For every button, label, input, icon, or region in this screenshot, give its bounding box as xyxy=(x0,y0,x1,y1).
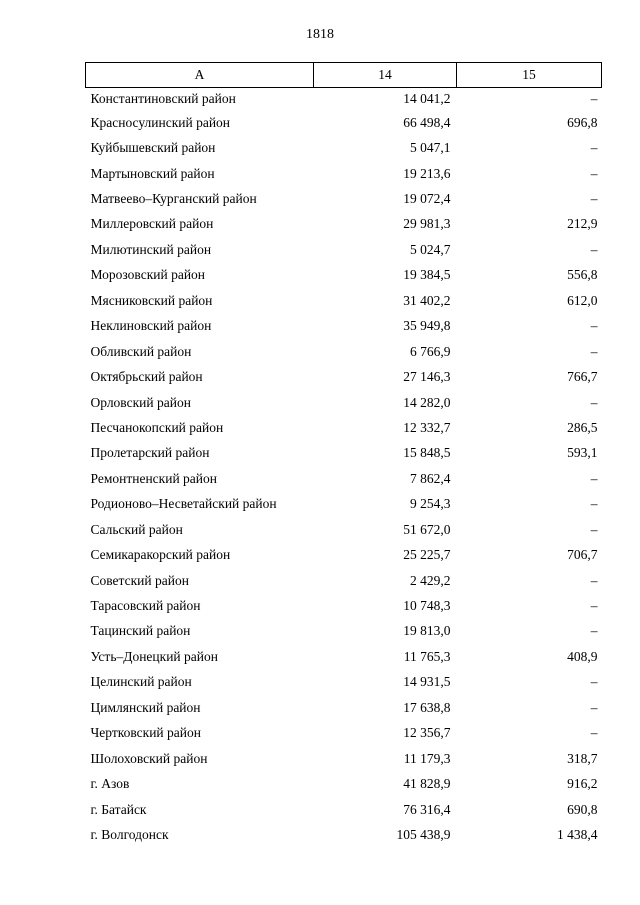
row-value-14-cell: 9 254,3 xyxy=(410,496,451,512)
row-value-14-cell: 105 438,9 xyxy=(396,826,451,842)
row-value-15-cell: – xyxy=(590,343,598,359)
row-name-cell: г. Батайск xyxy=(90,801,147,817)
row-value-15-cell: – xyxy=(590,140,598,156)
row-value-15-cell: – xyxy=(590,699,598,715)
row-value-15-cell: 286,5 xyxy=(567,419,598,435)
row-value-15-cell: 1 438,4 xyxy=(557,826,598,842)
row-value-14-cell: 19 213,6 xyxy=(403,165,451,181)
table-row xyxy=(86,186,602,211)
table-row xyxy=(86,822,602,847)
row-value-15-cell: – xyxy=(590,241,598,257)
table-row xyxy=(86,721,602,746)
row-value-15-cell: 766,7 xyxy=(567,369,598,385)
row-name-cell: Куйбышевский район xyxy=(90,140,216,156)
table-row xyxy=(86,110,602,135)
header-cell-15: 15 xyxy=(457,63,602,88)
row-name-cell: Усть–Донецкий район xyxy=(90,648,218,664)
row-value-14-cell: 25 225,7 xyxy=(403,547,451,563)
table-row xyxy=(86,542,602,567)
row-value-14-cell: 14 931,5 xyxy=(403,674,451,690)
row-value-15-cell: – xyxy=(590,572,598,588)
row-value-14-cell: 35 949,8 xyxy=(403,318,451,334)
header-row xyxy=(86,63,602,88)
row-value-15-cell: – xyxy=(590,623,598,639)
header-cell-14: 14 xyxy=(314,63,457,88)
row-value-15-cell: – xyxy=(590,165,598,181)
row-value-15-cell: 690,8 xyxy=(567,801,598,817)
row-value-14-cell: 2 429,2 xyxy=(410,572,451,588)
table-row xyxy=(86,415,602,440)
row-name-cell: г. Азов xyxy=(90,776,130,792)
row-value-14-cell: 14 041,2 xyxy=(403,91,451,106)
row-value-15-cell: 318,7 xyxy=(567,750,598,766)
table-row xyxy=(86,695,602,720)
row-name-cell: Ремонтненский район xyxy=(90,470,217,486)
row-value-14-cell: 7 862,4 xyxy=(410,470,451,486)
table-row xyxy=(86,670,602,695)
row-value-14-cell: 41 828,9 xyxy=(403,776,451,792)
table-row xyxy=(86,619,602,644)
row-value-14-cell: 66 498,4 xyxy=(403,114,451,130)
row-name-cell: Чертковский район xyxy=(90,725,201,741)
table-body xyxy=(86,88,602,848)
table-row xyxy=(86,237,602,262)
row-value-14-cell: 15 848,5 xyxy=(403,445,451,461)
row-name-cell: Морозовский район xyxy=(90,267,206,283)
row-value-15-cell: 408,9 xyxy=(567,648,598,664)
row-value-15-cell: – xyxy=(590,598,598,614)
row-value-15-cell: 212,9 xyxy=(567,216,598,232)
table-row xyxy=(86,593,602,618)
row-value-14-cell: 29 981,3 xyxy=(403,216,451,232)
table-header xyxy=(86,63,602,88)
row-value-14-cell: 12 332,7 xyxy=(403,419,451,435)
row-value-15-cell: 556,8 xyxy=(567,267,598,283)
row-name-cell: г. Волгодонск xyxy=(90,826,169,842)
table-row xyxy=(86,161,602,186)
table-row xyxy=(86,644,602,669)
row-value-15-cell: – xyxy=(590,470,598,486)
table-row xyxy=(86,212,602,237)
row-name-cell: Мартыновский район xyxy=(90,165,215,181)
row-value-14-cell: 27 146,3 xyxy=(403,369,451,385)
table-row xyxy=(86,364,602,389)
row-value-15-cell: – xyxy=(590,191,598,207)
row-name-cell: Цимлянский район xyxy=(90,699,201,715)
row-name-cell: Родионово–Несветайский район xyxy=(90,496,277,512)
row-value-15-cell: – xyxy=(590,394,598,410)
row-name-cell: Октябрьский район xyxy=(90,369,203,385)
row-value-15-cell: – xyxy=(590,674,598,690)
row-name-cell: Семикаракорский район xyxy=(90,547,231,563)
row-value-15-cell: 706,7 xyxy=(567,547,598,563)
row-name-cell: Красносулинский район xyxy=(90,114,231,130)
table-row xyxy=(86,288,602,313)
row-value-15-cell: 612,0 xyxy=(567,292,598,308)
row-value-15-cell: – xyxy=(590,725,598,741)
row-value-14-cell: 17 638,8 xyxy=(403,699,451,715)
row-value-14-cell: 51 672,0 xyxy=(403,521,451,537)
row-value-14-cell: 19 384,5 xyxy=(403,267,451,283)
row-value-14-cell: 5 047,1 xyxy=(410,140,451,156)
row-name-cell: Милютинский район xyxy=(90,241,212,257)
row-name-cell: Пролетарский район xyxy=(90,445,210,461)
row-name-cell: Миллеровский район xyxy=(90,216,214,232)
header-cell-a: А xyxy=(86,63,314,88)
row-value-14-cell: 31 402,2 xyxy=(403,292,451,308)
row-name-cell: Орловский район xyxy=(90,394,191,410)
table-row xyxy=(86,568,602,593)
row-name-cell: Матвеево–Курганский район xyxy=(90,191,257,207)
row-name-cell: Шолоховский район xyxy=(90,750,208,766)
row-name-cell: Тацинский район xyxy=(90,623,191,639)
row-name-cell: Целинский район xyxy=(90,674,192,690)
row-name-cell: Тарасовский район xyxy=(90,598,201,614)
table-row xyxy=(86,466,602,491)
row-value-14-cell: 12 356,7 xyxy=(403,725,451,741)
row-name-cell: Обливский район xyxy=(90,343,192,359)
page-number: 1818 xyxy=(306,27,334,42)
row-name-cell: Песчанокопский район xyxy=(90,419,224,435)
table-row xyxy=(86,492,602,517)
table-row xyxy=(86,441,602,466)
table-row xyxy=(86,390,602,415)
row-value-14-cell: 11 765,3 xyxy=(403,648,451,664)
table-row xyxy=(86,339,602,364)
table-row xyxy=(86,771,602,796)
row-name-cell: Советский район xyxy=(90,572,189,588)
row-value-15-cell: 916,2 xyxy=(567,776,598,792)
table-row xyxy=(86,263,602,288)
row-name-cell: Константиновский район xyxy=(90,91,236,106)
row-value-14-cell: 14 282,0 xyxy=(403,394,451,410)
table-row xyxy=(86,88,602,111)
row-value-14-cell: 6 766,9 xyxy=(410,343,451,359)
table-row xyxy=(86,314,602,339)
row-name-cell: Сальский район xyxy=(90,521,183,537)
row-value-15-cell: – xyxy=(590,496,598,512)
row-value-15-cell: – xyxy=(590,318,598,334)
table-row xyxy=(86,517,602,542)
row-name-cell: Неклиновский район xyxy=(90,318,212,334)
data-table xyxy=(85,62,602,848)
row-value-15-cell: – xyxy=(590,521,598,537)
row-value-15-cell: – xyxy=(590,91,598,106)
row-value-15-cell: 696,8 xyxy=(567,114,598,130)
row-name-cell: Мясниковский район xyxy=(90,292,213,308)
row-value-14-cell: 10 748,3 xyxy=(403,598,451,614)
table-row xyxy=(86,797,602,822)
row-value-14-cell: 76 316,4 xyxy=(403,801,451,817)
table-row xyxy=(86,135,602,160)
row-value-14-cell: 19 813,0 xyxy=(403,623,451,639)
row-value-14-cell: 19 072,4 xyxy=(403,191,451,207)
row-value-14-cell: 11 179,3 xyxy=(403,750,451,766)
row-value-15-cell: 593,1 xyxy=(567,445,598,461)
row-value-14-cell: 5 024,7 xyxy=(410,241,451,257)
table-row xyxy=(86,746,602,771)
